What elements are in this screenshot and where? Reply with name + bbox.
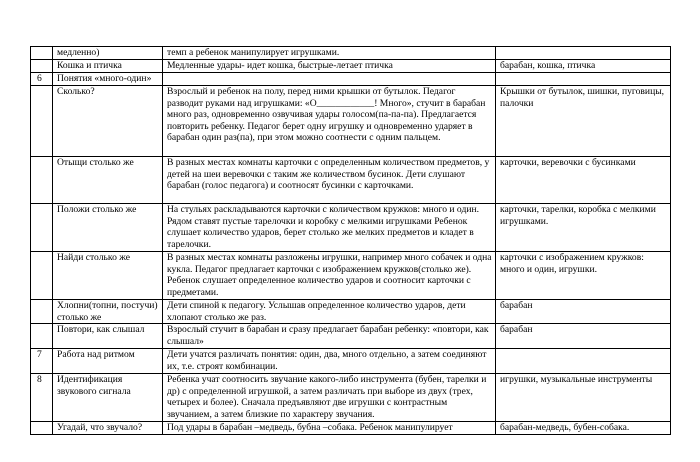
row-number bbox=[31, 324, 53, 349]
game-description bbox=[163, 73, 496, 86]
game-materials: игрушки, музыкальные инструменты bbox=[496, 374, 671, 422]
game-description: Дети спиной к педагогу. Услышав определенное количество ударов, дети хлопают столько же раз. bbox=[163, 300, 496, 324]
game-description: В разных местах комнаты карточки с определенным количеством предметов, у детей на шеи веревочки с таким же количеством бусинок. Дети слушают барабан (голос педагога) и соотносят бусинки с карточками. bbox=[163, 157, 496, 204]
game-materials: карточки с изображением кружков: много и один, игрушки. bbox=[496, 252, 671, 300]
row-number: 6 bbox=[31, 73, 53, 86]
table-row bbox=[31, 86, 671, 157]
methods-table bbox=[30, 46, 671, 435]
section-title: Работа над ритмом bbox=[53, 349, 163, 374]
row-number bbox=[31, 422, 53, 435]
game-description: темп а ребенок манипулирует игрушками. bbox=[163, 47, 496, 60]
game-name: Хлопни(топни, постучи) столько же bbox=[53, 300, 163, 324]
game-name: Угадай, что звучало? bbox=[53, 422, 163, 435]
game-description: Ребенка учат соотносить звучание какого-либо инструмента (бубен, тарелки и др) с определенной игрушкой, а затем различать при выборе из двух (трех, четырех и более). Сначала предъявляют две игрушки с контрастным звучанием, а затем близкие по характеру звучания. bbox=[163, 374, 496, 422]
row-number: 8 bbox=[31, 374, 53, 422]
section-title: Понятия «много-один» bbox=[53, 73, 163, 86]
row-number bbox=[31, 252, 53, 300]
table-row bbox=[31, 60, 671, 73]
row-number bbox=[31, 300, 53, 324]
game-name: медленно) bbox=[53, 47, 163, 60]
game-materials bbox=[496, 73, 671, 86]
game-materials: барабан-медведь, бубен-собака. bbox=[496, 422, 671, 435]
table-row bbox=[31, 73, 671, 86]
game-materials: барабан bbox=[496, 324, 671, 349]
table-row bbox=[31, 204, 671, 252]
table-row bbox=[31, 47, 671, 60]
row-number bbox=[31, 86, 53, 157]
table-row bbox=[31, 374, 671, 422]
game-description: Медленные удары- идет кошка, быстрые-летает птичка bbox=[163, 60, 496, 73]
table-row bbox=[31, 422, 671, 435]
table-row bbox=[31, 252, 671, 300]
game-description: На стульях раскладываются карточки с количеством кружков: много и один. Рядом ставят пустые тарелочки и коробку с мелкими игрушками Ребенок слушает количество ударов, берет столько же мелких предметов и кладет в тарелочки. bbox=[163, 204, 496, 252]
game-description: Дети учатся различать понятия: один, два, много отдельно, а затем соединяют их, т.е. строят комбинации. bbox=[163, 349, 496, 374]
game-name: Повтори, как слышал bbox=[53, 324, 163, 349]
game-name: Отыщи столько же bbox=[53, 157, 163, 204]
game-name: Кошка и птичка bbox=[53, 60, 163, 73]
game-description: В разных местах комнаты разложены игрушки, например много собачек и одна кукла. Педагог предлагает карточки с изображением кружков(столько же). Ребенок слушает определенное количество ударов и соотносит карточки с предметами. bbox=[163, 252, 496, 300]
game-materials: карточки, веревочки с бусинками bbox=[496, 157, 671, 204]
game-materials: Крышки от бутылок, шишки, пуговицы, палочки bbox=[496, 86, 671, 157]
table-row bbox=[31, 324, 671, 349]
row-number bbox=[31, 60, 53, 73]
table-body bbox=[31, 47, 671, 435]
game-description: Взрослый стучит в барабан и сразу предлагает барабан ребенку: «повтори, как слышал» bbox=[163, 324, 496, 349]
game-name: Положи столько же bbox=[53, 204, 163, 252]
game-name: Найди столько же bbox=[53, 252, 163, 300]
table-row bbox=[31, 349, 671, 374]
game-materials: барабан bbox=[496, 300, 671, 324]
row-number: 7 bbox=[31, 349, 53, 374]
game-materials bbox=[496, 349, 671, 374]
row-number bbox=[31, 157, 53, 204]
game-materials bbox=[496, 47, 671, 60]
game-description: Взрослый и ребенок на полу, перед ними крышки от бутылок. Педагог разводит руками над игрушками: «О____________! Много», стучит в барабан много раз, одновременно озвучивая удары голосом(па-па-па). Предлагается повторить ребенку. Педагог берет одну игрушку и одновременно ударяет в барабан один раз(па), при этом можно соотнести с одним пальцем. bbox=[163, 86, 496, 157]
game-materials: карточки, тарелки, коробка с мелкими игрушками. bbox=[496, 204, 671, 252]
row-number bbox=[31, 204, 53, 252]
table-row bbox=[31, 157, 671, 204]
game-materials: барабан, кошка, птичка bbox=[496, 60, 671, 73]
row-number bbox=[31, 47, 53, 60]
table-row bbox=[31, 300, 671, 324]
game-name: Сколько? bbox=[53, 86, 163, 157]
section-title: Идентификация звукового сигнала bbox=[53, 374, 163, 422]
game-description: Под удары в барабан –медведь, бубна –собака. Ребенок манипулирует bbox=[163, 422, 496, 435]
